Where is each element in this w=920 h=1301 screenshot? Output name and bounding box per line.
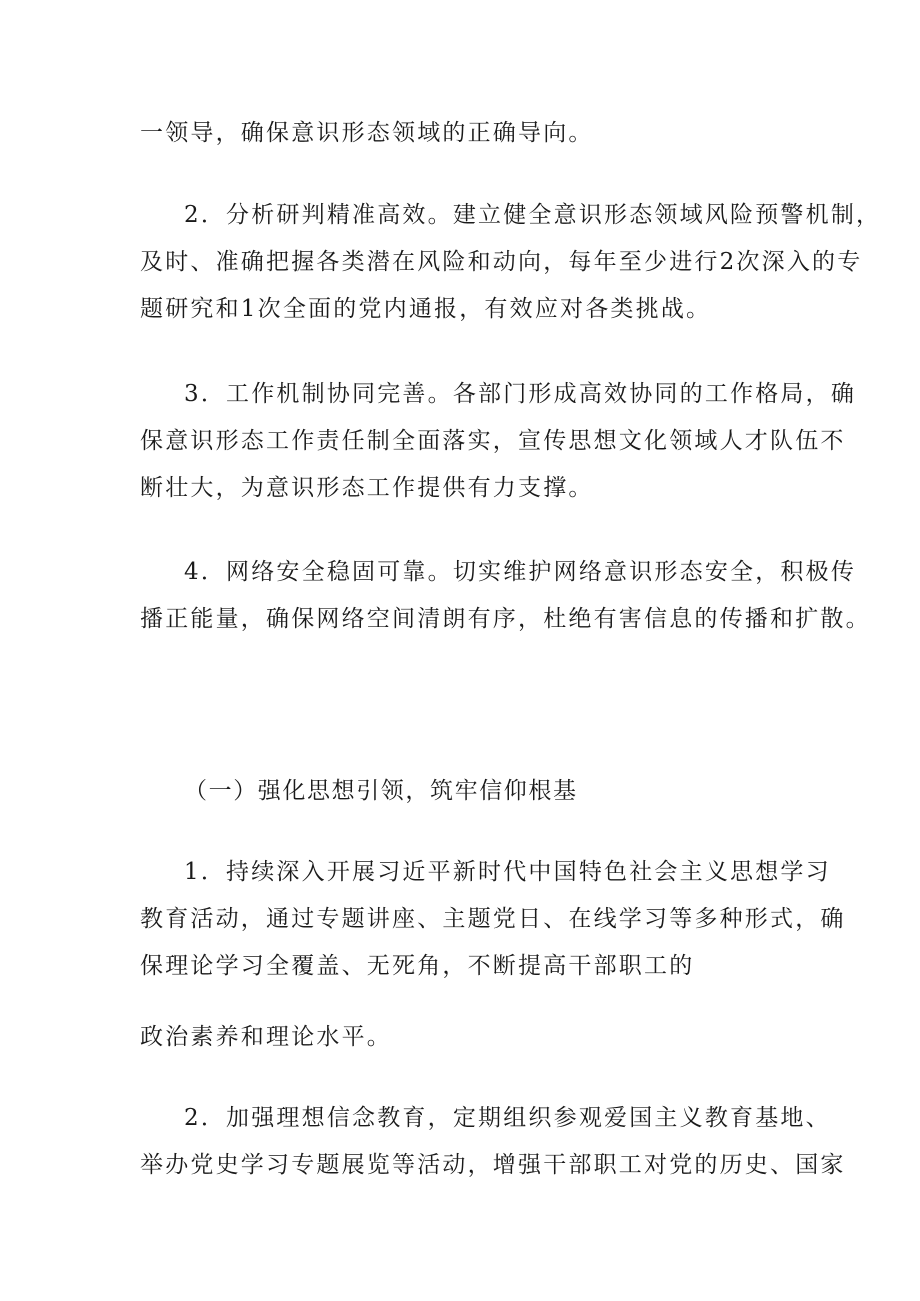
goal-4-line-1: 4．网络安全稳固可靠。切实维护网络意识形态安全，积极传 — [184, 559, 857, 585]
intro-line-1: 一领导，确保意识形态领域的正确导向。 — [140, 120, 594, 146]
measure-2-line-2: 举办党史学习专题展览等活动，增强干部职工对党的历史、国家 — [140, 1152, 846, 1178]
goal-3-line-2: 保意识形态工作责任制全面落实，宣传思想文化领域人才队伍不 — [140, 428, 846, 454]
measure-1-line-4: 政治素养和理论水平。 — [140, 1024, 392, 1050]
goal-4-line-2: 播正能量，确保网络空间清朗有序，杜绝有害信息的传播和扩散。 — [140, 606, 871, 632]
goal-3-line-1: 3．工作机制协同完善。各部门形成高效协同的工作格局，确 — [184, 381, 857, 407]
measure-1-line-2: 教育活动，通过专题讲座、主题党日、在线学习等多种形式，确 — [140, 906, 846, 932]
section-heading: （一）强化思想引领，筑牢信仰根基 — [184, 778, 578, 804]
goal-2-line-2: 及时、准确把握各类潜在风险和动向，每年至少进行2次深入的专 — [140, 249, 863, 275]
goal-3-line-3: 断壮大，为意识形态工作提供有力支撑。 — [140, 475, 594, 501]
measure-2-line-1: 2．加强理想信念教育，定期组织参观爱国主义教育基地、 — [184, 1105, 831, 1131]
measure-1-line-1: 1．持续深入开展习近平新时代中国特色社会主义思想学习 — [184, 859, 831, 885]
goal-2-line-1: 2．分析研判精准高效。建立健全意识形态领域风险预警机制， — [184, 202, 882, 228]
measure-1-line-3: 保理论学习全覆盖、无死角，不断提高干部职工的 — [140, 953, 695, 979]
goal-2-line-3: 题研究和1次全面的党内通报，有效应对各类挑战。 — [140, 296, 712, 322]
